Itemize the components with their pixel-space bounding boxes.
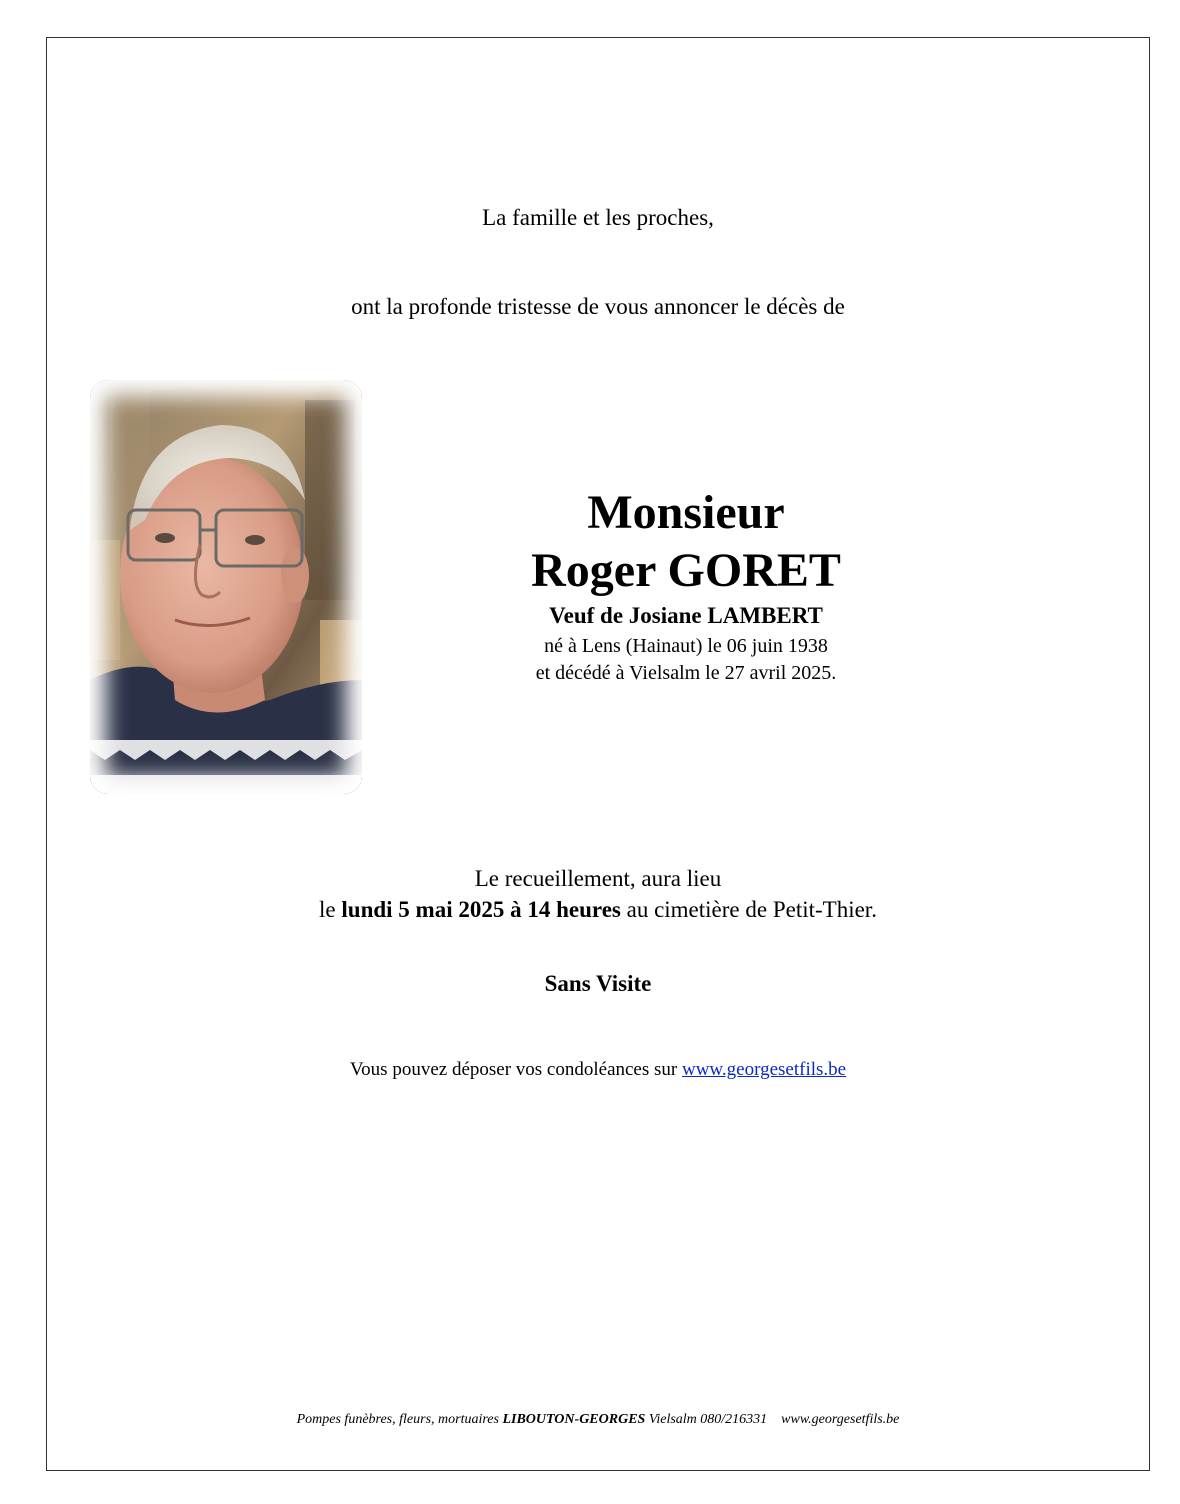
ceremony-line2 [46,897,1150,923]
condolences-line [46,1059,1150,1081]
visit-notice: Sans Visite [544,971,652,996]
footer-suffix: Vielsalm 080/216331 [645,1412,768,1427]
footer [46,1412,1150,1428]
footer-website: www.georgesetfils.be [781,1412,900,1427]
footer-prefix: Pompes funèbres, fleurs, mortuaires [296,1412,503,1427]
widow-of: Veuf de Josiane LAMBERT [549,603,823,628]
ceremony-line1: Le recueillement, aura lieu [474,866,722,891]
deceased-name: Roger GORET [531,544,841,597]
portrait-illustration [90,380,362,794]
deceased-title: Monsieur [587,486,785,539]
ceremony-prefix: le [319,897,342,922]
ceremony-date: lundi 5 mai 2025 à 14 heures [341,897,621,922]
condolences-text: Vous pouvez déposer vos condoléances sur [349,1059,682,1080]
death-info: et décédé à Vielsalm le 27 avril 2025. [535,662,837,684]
condolences-link[interactable]: www.georgesetfils.be [681,1059,847,1080]
intro-line-announcement: ont la profonde tristesse de vous annoncer le décès de [351,294,845,319]
ceremony-location: au cimetière de Petit-Thier. [620,897,877,922]
portrait-photo [90,380,362,794]
footer-company: LIBOUTON-GEORGES [502,1412,646,1427]
intro-line-family: La famille et les proches, [482,205,714,230]
birth-info: né à Lens (Hainaut) le 06 juin 1938 [544,635,828,657]
